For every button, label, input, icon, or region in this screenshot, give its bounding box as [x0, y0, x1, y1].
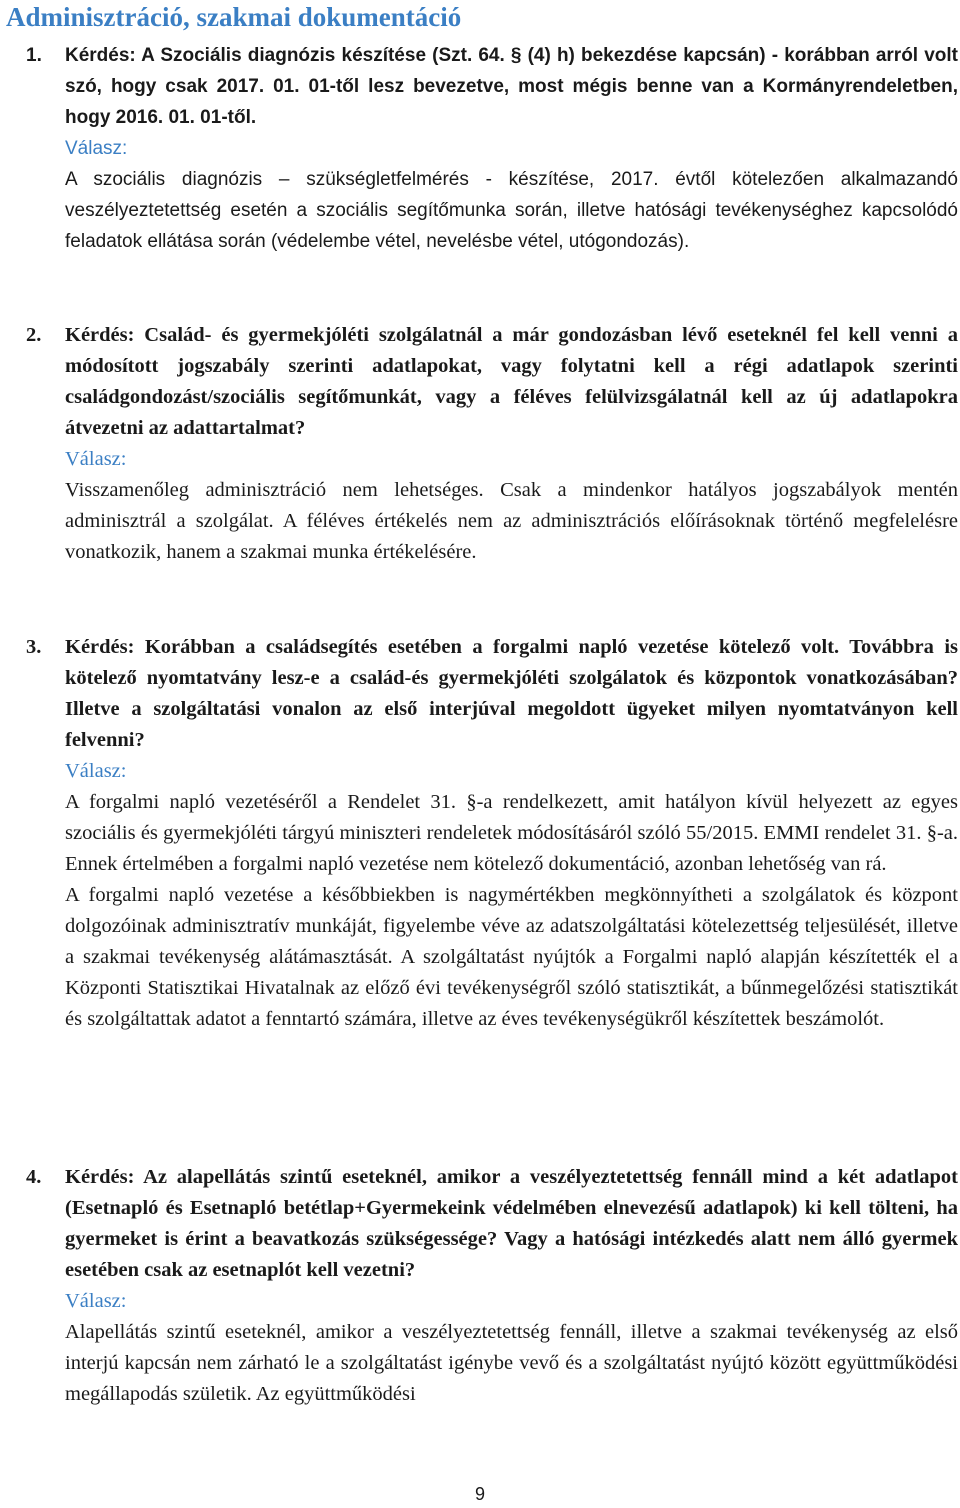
question-text: Kérdés: Korábban a családsegítés esetében a forgalmi napló vezetése kötelező volt. Továbbra is kötelező nyomtatvány lesz-e a család-és gyermekjóléti szolgálatok és központok vonatkozásában? Illetve a szolgáltatási vonalon az első interjúval megoldott ügyeket milyen nyomtatványon kell felvenni?	[65, 636, 958, 751]
question-block-4	[0, 1162, 960, 1410]
question-text: Kérdés: A Szociális diagnózis készítése (Szt. 64. § (4) h) bekezdése kapcsán) - korábban arról volt szó, hogy csak 2017. 01. 01-től lesz bevezetve, most mégis benne van a Kormányrendeletben, hogy 2016. 01. 01-től.	[65, 45, 958, 128]
answer-paragraph: Visszamenőleg adminisztráció nem lehetséges. Csak a mindenkor hatályos jogszabályok mentén adminisztrál a szolgálat. A féléves értékelés nem az adminisztrációs előírásoknak történő megfelelésre vonatkozik, hanem a szakmai munka értékelésére.	[65, 479, 958, 563]
question-text: Kérdés: Az alapellátás szintű eseteknél, amikor a veszélyeztetettség fennáll mind a két adatlapot (Esetnapló és Esetnapló betétlap+Gyermekeink védelmében elnevezésű adatlapok) ki kell tölteni, ha gyermeket is érint a beavatkozás szükségessége? Vagy a hatósági intézkedés alatt nem álló gyermek esetében csak az esetnaplót kell vezetni?	[65, 1166, 958, 1281]
question-number: 1.	[26, 45, 42, 66]
page-number: 9	[474, 1484, 485, 1504]
question-number: 2.	[26, 324, 42, 346]
answer-label: Válasz:	[65, 138, 128, 159]
question-number: 3.	[26, 636, 42, 658]
question-block-1	[0, 40, 960, 257]
question-number: 4.	[26, 1166, 42, 1188]
answer-label: Válasz:	[65, 1290, 127, 1312]
question-block-3	[0, 632, 960, 1035]
answer-label: Válasz:	[65, 760, 127, 782]
page-title: Adminisztráció, szakmai dokumentáció	[6, 2, 462, 32]
question-block-2	[0, 320, 960, 568]
answer-paragraph: A forgalmi napló vezetése a későbbiekben is nagymértékben megkönnyítheti a szolgálatok és központ dolgozóinak adminisztratív munkáját, figyelembe véve az adatszolgáltatási kötelezettség teljesülését, illetve a szakmai tevékenység alátámasztását. A szolgáltatást nyújtók a Forgalmi napló alapján készítették el a Központi Statisztikai Hivatalnak az előző évi tevékenységről szóló statisztikát, a bűnmegelőzési statisztikát és szolgáltattak adatot a fenntartó számára, illetve az éves tevékenységükről készítettek beszámolót.	[65, 884, 958, 1030]
answer-paragraph: A szociális diagnózis – szükségletfelmérés - készítése, 2017. évtől kötelezően alkalmazandó veszélyeztetettség esetén a szociális segítőmunka során, illetve hatósági tevékenységhez kapcsolódó feladatok ellátása során (védelembe vétel, nevelésbe vétel, utógondozás).	[65, 169, 958, 252]
answer-paragraph: Alapellátás szintű eseteknél, amikor a veszélyeztetettség fennáll, illetve a szakmai tevékenység az első interjú kapcsán nem zárható le a szolgáltatást igénybe vevő és a szolgáltatást nyújtó között együttműködési megállapodás születik. Az együttműködési	[65, 1321, 958, 1405]
answer-label: Válasz:	[65, 448, 127, 470]
answer-paragraph: A forgalmi napló vezetéséről a Rendelet 31. §-a rendelkezett, amit hatályon kívül helyezett az egyes szociális és gyermekjóléti tárgyú miniszteri rendeletek módosításáról szóló 55/2015. EMMI rendelet 31. §-a. Ennek értelmében a forgalmi napló vezetése nem kötelező dokumentáció, azonban lehetőség van rá.	[65, 791, 958, 875]
question-text: Kérdés: Család- és gyermekjóléti szolgálatnál a már gondozásban lévő eseteknél fel kell venni a módosított jogszabály szerinti adatlapokat, vagy folytatni kell a régi adatlapok szerinti családgondozást/szociális segítőmunkát, vagy a féléves felülvizsgálatnál kell az új adatlapokra átvezetni az adattartalmat?	[65, 324, 958, 439]
